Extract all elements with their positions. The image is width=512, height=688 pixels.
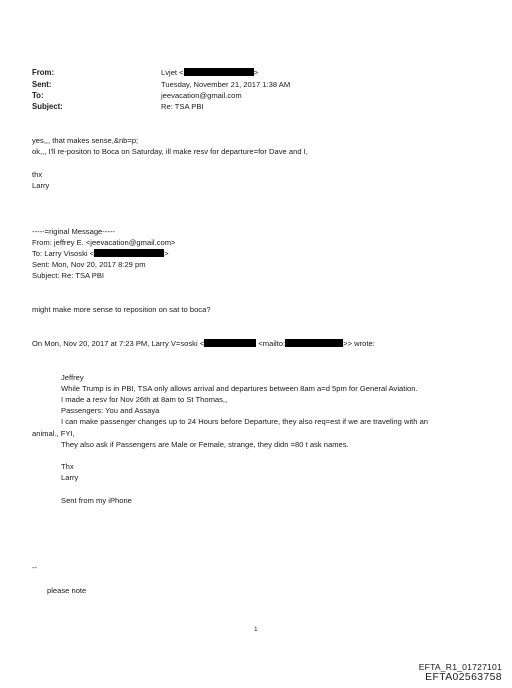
reply-line-1: yes,,, that makes sense,&nb=p; [32, 136, 139, 145]
trailer-dashes: -- [32, 563, 38, 572]
quote-header [32, 339, 375, 349]
original-to-prefix: To: Larry Visoski < [32, 249, 95, 258]
quoted-line-5: animal., FYI, [32, 429, 75, 438]
quote-header-prefix: On Mon, Nov 20, 2017 at 7:23 PM, Larry V=soski < [32, 339, 205, 348]
to-value: jeevacation@gmail.com [161, 91, 242, 100]
quoted-line-6: They also ask if Passengers are Male or Female, strange, they didn =80 t ask names. [61, 440, 349, 449]
reply-name: Larry [32, 181, 50, 190]
from-value [161, 68, 258, 78]
sent-value: Tuesday, November 21, 2017 1:38 AM [161, 80, 291, 89]
redaction-box [204, 339, 256, 347]
bates-number-2: EFTA02563758 [425, 672, 502, 683]
quoted-line-3: Passengers: You and Assaya [61, 406, 160, 415]
quoted-line-2: I made a resv for Nov 26th at 8am to St Thomas,, [61, 395, 228, 404]
from-close: > [253, 68, 259, 77]
quoted-thx: Thx [61, 462, 74, 471]
reply-line-2: ok,,, I'll re-positon to Boca on Saturday, ill make resv for departure=for Dave and I, [32, 147, 308, 156]
quote-header-mailto: <mailto: [258, 339, 286, 348]
quote-header-suffix: >> wrote: [343, 339, 375, 348]
quoted-name: Larry [61, 473, 79, 482]
sent-label: Sent: [32, 80, 52, 89]
quoted-signature: Sent from my iPhone [61, 496, 132, 505]
quoted-greeting: Jeffrey [61, 373, 84, 382]
redaction-box [94, 249, 164, 257]
original-to-suffix: > [164, 249, 169, 258]
bates-number-1: EFTA_R1_01727101 [418, 662, 502, 672]
trailer-note: please note [47, 586, 87, 595]
from-name: Lvjet < [161, 68, 184, 77]
original-separator: -----=riginal Message----- [32, 227, 115, 236]
from-label: From: [32, 68, 55, 77]
original-body: might make more sense to reposition on sat to boca? [32, 305, 211, 314]
original-sent: Sent: Mon, Nov 20, 2017 8:29 pm [32, 260, 146, 269]
original-from: From: jeffrey E. <jeevacation@gmail.com> [32, 238, 176, 247]
redaction-box [285, 339, 343, 347]
reply-thx: thx [32, 170, 43, 179]
original-subject: Subject: Re: TSA PBI [32, 271, 105, 280]
redaction-box [184, 68, 254, 76]
page-number: 1 [254, 626, 258, 633]
subject-label: Subject: [32, 102, 63, 111]
quoted-line-4: I can make passenger changes up to 24 Hours before Departure, they also req=est if we are traveling with an [61, 417, 429, 426]
original-to [32, 249, 169, 259]
subject-value: Re: TSA PBI [161, 102, 204, 111]
quoted-line-1: While Trump is in PBI, TSA only allows arrival and departures between 8am a=d 5pm for General Aviation. [61, 384, 418, 393]
to-label: To: [32, 91, 44, 100]
